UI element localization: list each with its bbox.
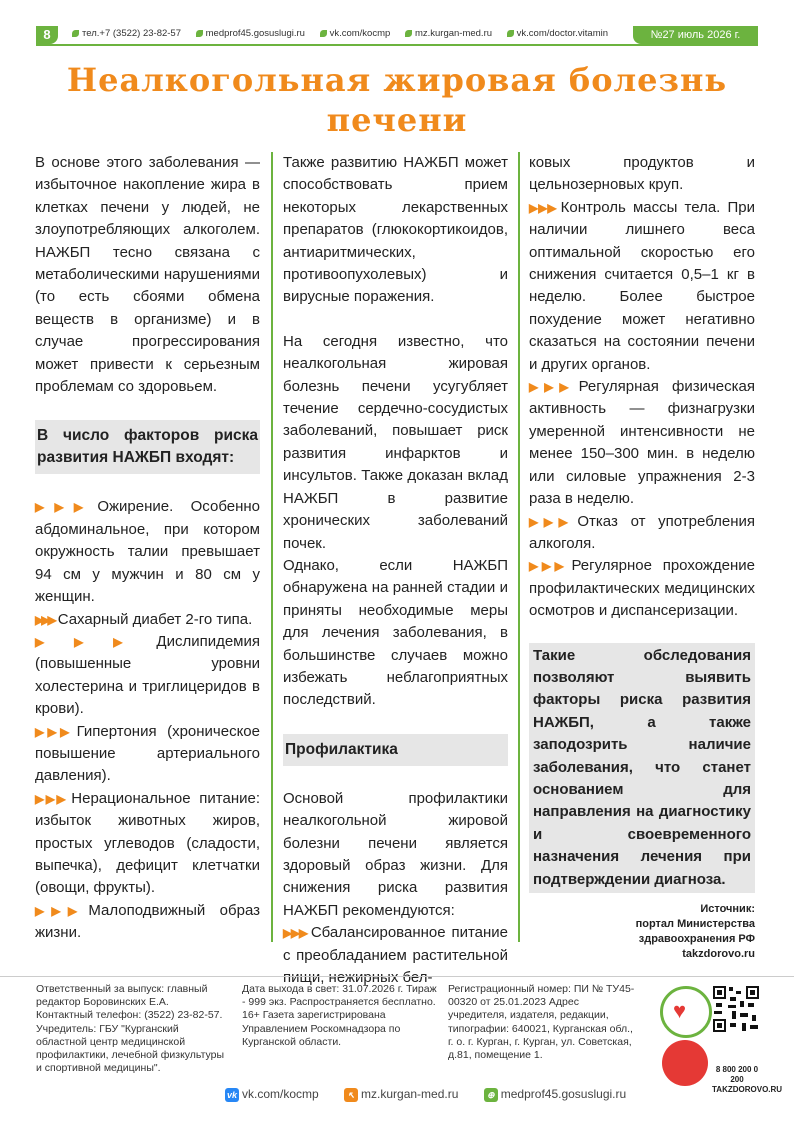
recommendation-continued: ковых продуктов и цельнозерновых круп. bbox=[529, 154, 755, 194]
recommendation-item: ▶▶▶ Контроль массы тела. При наличии лишнего веса оптимальной скоростью его снижения считается 0,5–1 кг в неделю. Более быстрое похудение может негативно сказаться на состоянии печени и других органов. bbox=[529, 198, 755, 373]
footer-link-vk[interactable]: vk vk.com/kocmp bbox=[226, 1087, 319, 1101]
paragraph: Также развитию НАЖБП может способствовать прием некоторых лекарственных препаратов (глюкокортикоидов, антиаритмических, противоопухолевых) и вирусные поражения. bbox=[283, 154, 508, 306]
source-label: Источник: bbox=[700, 903, 755, 915]
arrow-icon: ▶▶▶ bbox=[529, 514, 574, 529]
arrow-icon: ▶▶▶ bbox=[35, 791, 68, 806]
vk-icon: vk bbox=[226, 1089, 237, 1100]
recommendation-item: ▶▶▶ Сбалансированное питание с преобладанием растительной пищи, нежирных бел- bbox=[283, 924, 508, 986]
contact-phone: тел.+7 (3522) 23-82-57 bbox=[72, 28, 181, 39]
qr-caption: 8 800 200 0 200 TAKZDOROVO.RU bbox=[712, 1065, 783, 1094]
leaf-icon bbox=[405, 30, 412, 37]
source-note bbox=[560, 902, 755, 962]
arrow-icon: ▶▶▶ bbox=[35, 634, 153, 649]
factors-heading: В число факторов риска развития НАЖБП входят: bbox=[35, 420, 260, 474]
recommendation-item: ▶▶▶ Регулярное прохождение профилактических медицинских осмотров и диспансеризации. bbox=[529, 557, 755, 620]
factor-item: ▶▶▶ Гипертония (хроническое повышение артериального давления). bbox=[35, 722, 260, 785]
heart-icon: ♥ bbox=[673, 998, 687, 1023]
footer-links bbox=[225, 1087, 648, 1102]
factor-item: ▶▶▶ Сахарный диабет 2-го типа. bbox=[35, 610, 253, 628]
health-logo bbox=[660, 986, 712, 1038]
page-number: 8 bbox=[36, 26, 58, 44]
arrow-icon: ▶▶▶ bbox=[529, 380, 575, 395]
source-link[interactable]: takzdorovo.ru bbox=[682, 948, 755, 960]
arrow-icon: ▶▶▶ bbox=[283, 926, 307, 941]
column-3 bbox=[529, 152, 755, 893]
footer-registration: Регистрационный номер: ПИ № ТУ45-00320 от 25.01.2023 Адрес учредителя, издателя, редакции, типографии: 640021, Курганская обл., г. о. г. Курган, г. Курган, ул. Советская, д.81, помещение 1. bbox=[448, 983, 635, 1062]
header-bar bbox=[36, 26, 758, 46]
issue-badge: №27 июль 2026 г. bbox=[633, 26, 758, 44]
campaign-logo bbox=[662, 1040, 708, 1086]
contact-mz[interactable]: mz.kurgan-med.ru bbox=[405, 28, 492, 39]
header-contacts bbox=[72, 28, 620, 39]
arrow-icon: ▶▶▶ bbox=[35, 612, 54, 627]
footer-circulation: Дата выхода в свет: 31.07.2026 г. Тираж - 999 экз. Распространяется бесплатно. 16+ Газета зарегистрирована Управлением Роскомнадзора по Курганской области. bbox=[242, 983, 437, 1048]
arrow-icon: ▶▶▶ bbox=[529, 200, 557, 215]
qr-code[interactable] bbox=[712, 985, 760, 1033]
callout-box: Такие обследования позволяют выявить факторы риска развития НАЖБП, а также заподозрить наличие заболевания, что станет основанием для направления на диагностику и своевременного назначения лечения при подтверждении диагноза. bbox=[529, 643, 755, 893]
leaf-icon bbox=[196, 30, 203, 37]
arrow-icon: ▶▶▶ bbox=[529, 559, 568, 574]
factor-item: ▶▶▶ Дислипидемия (повышенные уровни холестерина и триглицеридов в крови). bbox=[35, 632, 260, 718]
column-2 bbox=[283, 152, 508, 989]
arrow-icon: ▶▶▶ bbox=[35, 724, 73, 739]
prevention-heading: Профилактика bbox=[283, 734, 508, 766]
arrow-icon: ▶▶▶ bbox=[35, 500, 94, 515]
contact-vk-doctor[interactable]: vk.com/doctor.vitamin bbox=[507, 28, 608, 39]
factor-item: ▶▶▶ Ожирение. Особенно абдоминальное, при котором окружность талии превышает 94 см у мужчин и 80 см у женщин. bbox=[35, 498, 260, 606]
factor-item: ▶▶▶ Нерациональное питание: избыток животных жиров, простых углеводов (сладости, выпечка), дефицит клетчатки (овощи, фрукты). bbox=[35, 789, 261, 897]
globe-icon: ⊕ bbox=[484, 1088, 498, 1102]
column-1 bbox=[35, 152, 260, 945]
footer-link-medprof[interactable]: ⊕ medprof45.gosuslugi.ru bbox=[484, 1087, 626, 1101]
recommendation-item: ▶▶▶ Регулярная физическая активность — физнагрузки умеренной интенсивности не менее 150–300 мин. в неделю или силовые упражнения 2-3 раза в неделю. bbox=[529, 378, 755, 508]
contact-vk[interactable]: vk.com/kocmp bbox=[320, 28, 391, 39]
leaf-icon bbox=[72, 30, 79, 37]
factor-item: ▶▶▶ Малоподвижный образ жизни. bbox=[35, 901, 260, 942]
footer-publisher: Ответственный за выпуск: главный редактор Боровинских Е.А. Контактный телефон: (3522) 23-82-57. Учредитель: ГБУ "Курганский областной центр медицинской профилактики, лечебной физкультуры и спортивной медицины". bbox=[36, 983, 225, 1075]
paragraph: На сегодня известно, что неалкогольная жировая болезнь печени усугубляет течение сердечно-сосудистых заболеваний, повышает риск развития инфарктов и инсультов. Также доказан вклад НАЖБП в развитие хронических заболеваний почек. bbox=[283, 332, 508, 552]
column-divider bbox=[271, 152, 273, 942]
intro-paragraph: В основе этого заболевания — избыточное накопление жира в клетках печени у людей, не злоупотребляющих алкоголем. НАЖБП тесно связана с метаболическими нарушениями (то есть сбоями обмена веществ в организме) и в случае прогрессирования может привести к серьезным проблемам со здоровьем. bbox=[35, 154, 260, 396]
arrow-icon: ▶▶▶ bbox=[35, 903, 85, 918]
article-title: Неалкогольная жировая болезнь печени bbox=[66, 61, 728, 139]
cursor-icon: ↖ bbox=[344, 1088, 358, 1102]
leaf-icon bbox=[507, 30, 514, 37]
source-line: здравоохранения РФ bbox=[638, 933, 755, 945]
paragraph: Однако, если НАЖБП обнаружена на ранней стадии и приняты необходимые меры для лечения заболевания, в большинстве случаев можно избежать неблагоприятных последствий. bbox=[283, 556, 508, 709]
footer-link-mz[interactable]: ↖ mz.kurgan-med.ru bbox=[344, 1087, 458, 1101]
paragraph: Основой профилактики неалкогольной жировой болезни печени является здоровый образ жизни. Для снижения риска развития НАЖБП рекомендуются: bbox=[283, 789, 508, 919]
recommendation-item: ▶▶▶ Отказ от употребления алкоголя. bbox=[529, 512, 755, 552]
contact-site[interactable]: medprof45.gosuslugi.ru bbox=[196, 28, 305, 39]
column-divider bbox=[518, 152, 520, 942]
leaf-icon bbox=[320, 30, 327, 37]
source-line: портал Министерства bbox=[635, 918, 755, 930]
